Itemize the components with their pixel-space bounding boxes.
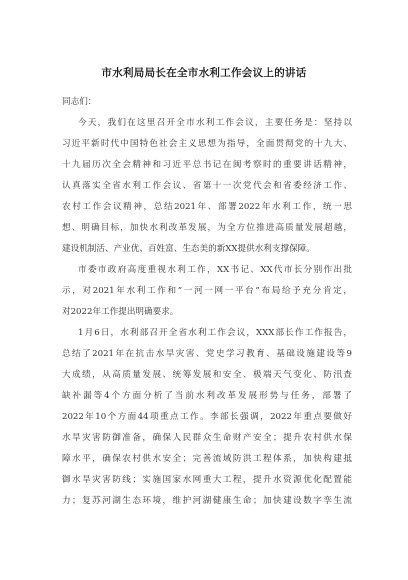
paragraph-2-line-2: 示，对2021年水利工作和”一河一网一平台”布局给予充分肯定， — [62, 286, 352, 296]
greeting: 同志们： — [62, 97, 97, 107]
document-title: 市水利局局长在全市水利工作会议上的讲话 — [101, 67, 307, 79]
paragraph-3-line-4: 缺补漏等4个方面分析了当前水利改革发展形势与任务，部署了 — [62, 391, 352, 401]
paragraph-3-line-8: 御水旱灾害防线；实施国家水网重大工程，提升水资源优化配置能 — [62, 475, 352, 485]
paragraph-3-line-6: 水旱灾害防御准备，确保人民群众生命财产安全；提升农村供水保 — [62, 433, 352, 443]
paragraph-3-line-5: 2022年10个方面44项重点工作。李部长强调，2022年重点要做好 — [62, 412, 352, 422]
paragraph-3-line-3: 大成绩，从高质量发展、统筹发展和安全、极端天气变化、防汛查 — [62, 370, 352, 380]
paragraph-1-line-6: 想、明确目标，加快水利改革发展，为全方位推进高质量发展超越， — [62, 223, 352, 233]
paragraph-1-line-7: 建设机制活、产业优、百姓富、生态美的新XX提供水利支撑保障。 — [62, 244, 315, 254]
paragraph-1-line-4: 认真落实全省水利工作会议、省第十一次党代会和省委经济工作、 — [62, 181, 352, 191]
paragraph-1-line-3: 十九届历次全会精神和习近平总书记在闽考察时的重要讲话精神， — [62, 160, 352, 170]
paragraph-2-line-1: 市委市政府高度重视水利工作，XX书记、XX代市长分别作出批 — [78, 265, 352, 275]
paragraph-3-line-9: 力；复苏河湖生态环境，维护河湖健康生命；加快建设数字孪生流 — [62, 496, 352, 506]
paragraph-3-line-2: 总结了2021年在抗击水旱灾害、党史学习教育、基础设施建设等9 — [62, 349, 352, 359]
paragraph-3-line-7: 障水平，确保农村供水安全；完善流域防洪工程体系，加快构建抵 — [62, 454, 352, 464]
paragraph-2-line-3: 对2022年工作提出明确要求。 — [62, 307, 179, 317]
paragraph-3-line-1: 1月6日，水利部召开全省水利工作会议，XXX部长作工作报告， — [78, 328, 352, 338]
paragraph-1-line-2: 习近平新时代中国特色社会主义思想为指导，全面贯彻党的十九大、 — [62, 139, 352, 149]
paragraph-1-line-5: 农村工作会议精神，总结2021年、部署2022年水利工作，统一思 — [62, 202, 352, 212]
paragraph-1-line-1: 今天，我们在这里召开全市水利工作会议，主要任务是：坚持以 — [78, 118, 352, 128]
